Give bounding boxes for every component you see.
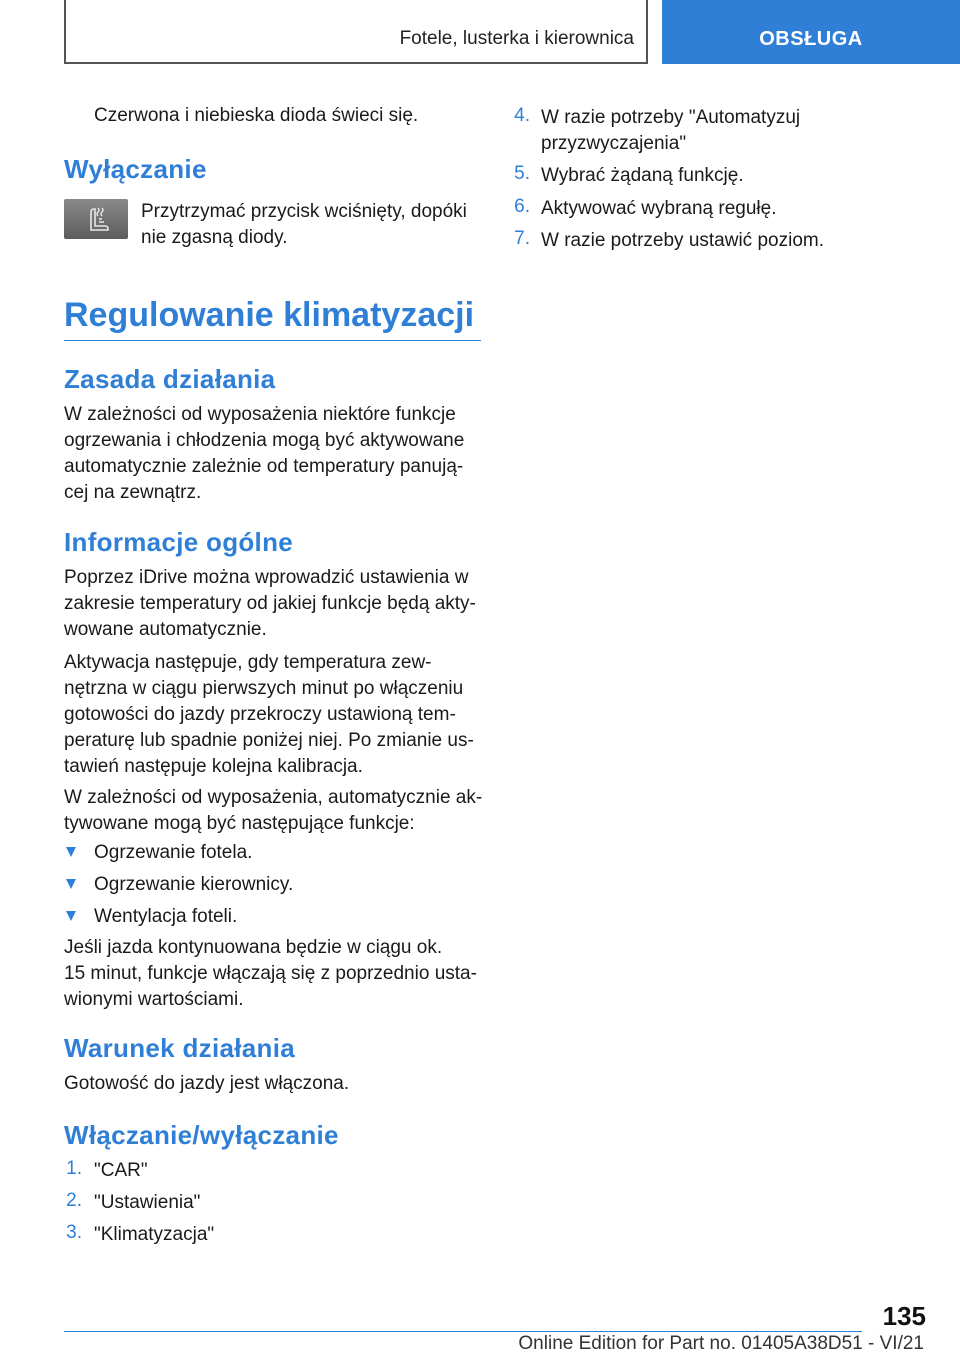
footer-edition: Online Edition for Part no. 01405A38D51 - VI/21 [518,1333,924,1354]
step-text: W razie potrzeby "Automatyzuj [541,107,801,128]
step-text: "Klimatyzacja" [94,1224,215,1245]
heading-condition: Warunek działania [64,1033,295,1063]
bullet-triangle-icon [66,847,76,857]
general-p2-line: Aktywacja następuje, gdy temperatura zew- [64,652,432,673]
general-p2-line: nętrzna w ciągu pierwszych minut po włączeniu [64,678,464,699]
general-p2-line: tawień następuje kolejna kalibracja. [64,756,363,777]
seat-ventilation-icon-graphic [64,199,128,239]
heading-general: Informacje ogólne [64,527,294,557]
step-text: "Ustawienia" [94,1192,201,1213]
heading-off: Wyłączanie [64,154,207,184]
step-number: 2. [66,1190,82,1211]
off-text-line-2: nie zgasną diody. [141,227,288,248]
principle-line: ogrzewania i chłodzenia mogą być aktywowane [64,430,465,451]
heading-onoff: Włączanie/wyłączanie [64,1120,339,1150]
footer-rule [64,1331,862,1332]
bullet-item: Wentylacja foteli. [94,906,238,927]
off-text-line-1: Przytrzymać przycisk wciśnięty, dopóki [141,201,467,222]
step-number: 7. [514,228,530,249]
general-p3-line: tywowane mogą być następujące funkcje: [64,813,415,834]
intro-line: Czerwona i niebieska dioda świeci się. [94,105,419,126]
step-number: 4. [514,105,530,126]
step-text: Wybrać żądaną funkcję. [541,165,744,186]
principle-line: W zależności od wyposażenia niektóre funkcje [64,404,456,425]
general-p2-line: gotowości do jazdy przekroczy ustawioną tem- [64,704,456,725]
step-number: 6. [514,196,530,217]
main-heading: Regulowanie klimatyzacji [64,296,475,334]
heading-principle: Zasada działania [64,364,276,394]
header-section-title: Fotele, lusterka i kierownica [399,28,634,49]
step-number: 3. [66,1222,82,1243]
step-text: W razie potrzeby ustawić poziom. [541,230,824,251]
step-number: 5. [514,163,530,184]
heading-rule [64,340,481,341]
step-text: przyzwyczajenia" [541,133,687,154]
step-number: 1. [66,1158,82,1179]
seat-ventilation-icon [64,199,128,239]
header-chapter-tab[interactable] [662,0,960,64]
general-p1-line: zakresie temperatury od jakiej funkcje będą akty- [64,593,476,614]
bullet-item: Ogrzewanie kierownicy. [94,874,294,895]
general-p4-line: 15 minut, funkcje włączają się z poprzednio usta- [64,963,477,984]
principle-line: cej na zewnątrz. [64,482,202,503]
bullet-triangle-icon [66,879,76,889]
general-p4-line: wionymi wartościami. [64,989,244,1010]
general-p4-line: Jeśli jazda kontynuowana będzie w ciągu ok. [64,937,443,958]
principle-line: automatycznie zależnie od temperatury panują- [64,456,464,477]
header-section-box [64,0,648,64]
step-text: Aktywować wybraną regułę. [541,198,777,219]
page-number: 135 [882,1301,926,1331]
step-text: "CAR" [94,1160,148,1181]
header-chapter-label: OBSŁUGA [759,28,863,50]
bullet-item: Ogrzewanie fotela. [94,842,253,863]
general-p2-line: peraturę lub spadnie poniżej niej. Po zmianie us- [64,730,474,751]
bullet-triangle-icon [66,911,76,921]
general-p1-line: Poprzez iDrive można wprowadzić ustawienia w [64,567,469,588]
general-p1-line: wowane automatycznie. [64,619,267,640]
condition-text: Gotowość do jazdy jest włączona. [64,1073,350,1094]
general-p3-line: W zależności od wyposażenia, automatycznie ak- [64,787,483,808]
